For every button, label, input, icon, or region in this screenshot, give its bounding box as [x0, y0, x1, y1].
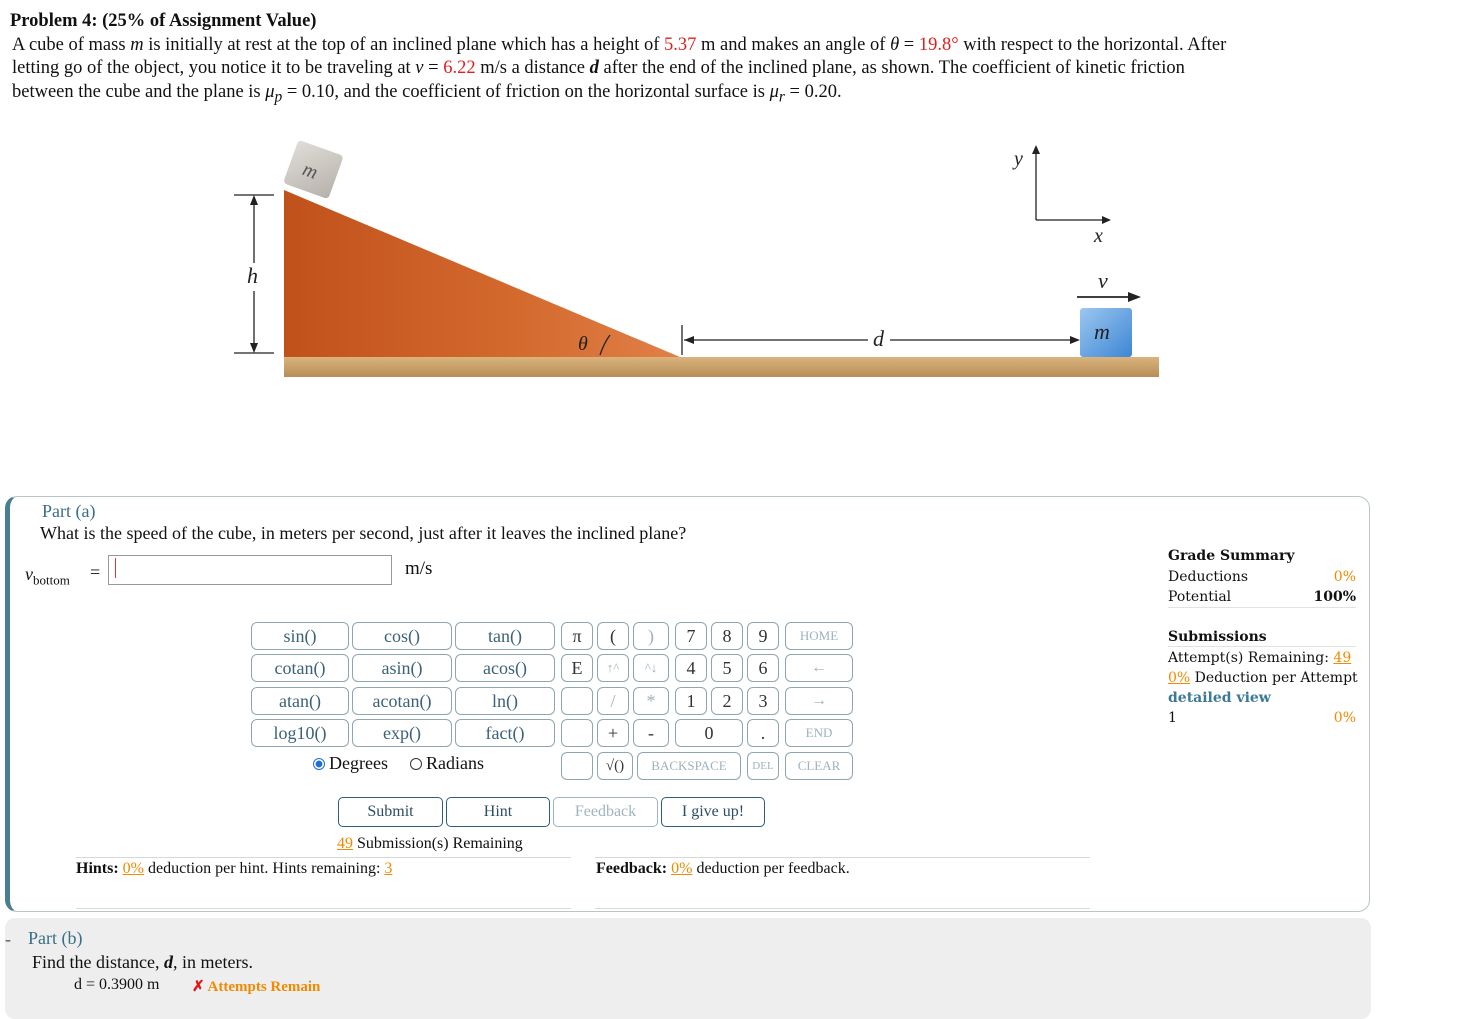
part-a-label: Part (a) — [42, 501, 96, 521]
equals-sign: = — [90, 562, 101, 582]
give-up-button[interactable]: I give up! — [661, 797, 765, 827]
degrees-radio-dot[interactable] — [313, 758, 325, 770]
problem-title: Problem 4: (25% of Assignment Value) — [10, 11, 317, 31]
key-del[interactable]: DEL — [747, 752, 779, 780]
mass-label-right: m — [1094, 319, 1110, 344]
collapse-toggle[interactable]: - — [5, 929, 11, 949]
key-divide[interactable]: / — [597, 687, 629, 715]
key-blank-2[interactable] — [561, 719, 593, 747]
key-4[interactable]: 4 — [675, 654, 707, 682]
deductions-row: Deductions 0% — [1168, 569, 1356, 585]
key-acotan[interactable]: acotan() — [352, 687, 452, 715]
speed-value: 6.22 — [443, 58, 476, 78]
part-b-label[interactable]: Part (b) — [28, 928, 83, 948]
units-label: m/s — [405, 558, 433, 579]
answer-input[interactable] — [108, 555, 392, 585]
potential-row: Potential 100% — [1168, 589, 1356, 605]
key-3[interactable]: 3 — [747, 687, 779, 715]
key-7[interactable]: 7 — [675, 622, 707, 650]
key-0[interactable]: 0 — [675, 719, 743, 747]
deduction-per-attempt: 0% Deduction per Attempt — [1168, 670, 1358, 686]
attempt-row: 1 0% — [1168, 710, 1356, 726]
key-superscript[interactable]: ↑^ — [597, 654, 629, 682]
key-tan[interactable]: tan() — [455, 622, 555, 650]
part-b-answer: d = 0.3900 m — [74, 976, 160, 993]
feedback-button[interactable]: Feedback — [553, 797, 658, 827]
inclined-plane — [284, 190, 680, 357]
velocity-label: v — [1098, 268, 1108, 293]
key-sin[interactable]: sin() — [251, 622, 349, 650]
key-exp[interactable]: exp() — [352, 719, 452, 747]
divider — [76, 857, 571, 858]
key-fact[interactable]: fact() — [455, 719, 555, 747]
key-9[interactable]: 9 — [747, 622, 779, 650]
key-ln[interactable]: ln() — [455, 687, 555, 715]
ground-surface — [284, 357, 1159, 377]
key-cos[interactable]: cos() — [352, 622, 452, 650]
hints-info: Hints: 0% deduction per hint. Hints remaining: 3 — [76, 860, 393, 877]
submissions-remaining: 49 Submission(s) Remaining — [337, 835, 523, 852]
key-e[interactable]: E — [561, 654, 593, 682]
key-plus[interactable]: + — [597, 719, 629, 747]
key-blank-3[interactable] — [561, 752, 593, 780]
key-blank-1[interactable] — [561, 687, 593, 715]
divider — [595, 908, 1090, 909]
key-atan[interactable]: atan() — [251, 687, 349, 715]
divider — [76, 908, 571, 909]
part-a-question: What is the speed of the cube, in meters per second, just after it leaves the inclined plane? — [40, 523, 687, 543]
variable-label: $v_{bottom}$ — [25, 564, 70, 588]
angle-value: 19.8° — [918, 34, 959, 55]
key-subscript[interactable]: ^↓ — [633, 654, 669, 682]
radians-radio[interactable]: Radians — [410, 753, 484, 774]
key-8[interactable]: 8 — [711, 622, 743, 650]
divider — [595, 857, 1090, 858]
key-1[interactable]: 1 — [675, 687, 707, 715]
key-acos[interactable]: acos() — [455, 654, 555, 682]
x-mark-icon: ✗ — [192, 979, 205, 995]
key-decimal[interactable]: . — [747, 719, 779, 747]
key-sqrt[interactable]: √() — [597, 752, 633, 780]
key-end[interactable]: END — [785, 719, 853, 747]
problem-body: A cube of mass m is initially at rest at the top of an inclined plane which has a height of 5.37 m and makes an angle of θ = 19.8° with respect to the horizontal. After letting go of the object, you notice it to be traveling at v = 6.22 m/s a distance d after the end of the inclined plane, as shown. The coefficient of kinetic friction between the cube and the plane is $\mu_p = 0.10$, and the coefficient of friction on the horizontal surface is $\mu_r = 0.20$. — [12, 34, 1227, 106]
key-clear[interactable]: CLEAR — [785, 752, 853, 780]
key-pi[interactable]: π — [561, 622, 593, 650]
key-open-paren[interactable]: ( — [597, 622, 629, 650]
key-log10[interactable]: log10() — [251, 719, 349, 747]
key-backspace[interactable]: BACKSPACE — [637, 752, 741, 780]
key-minus[interactable]: - — [633, 719, 669, 747]
radians-radio-dot[interactable] — [410, 758, 422, 770]
height-label: h — [247, 263, 258, 288]
divider — [1168, 607, 1356, 608]
divider — [1168, 646, 1356, 647]
hint-button[interactable]: Hint — [446, 797, 550, 827]
height-value: 5.37 — [664, 34, 697, 55]
text-caret — [115, 558, 116, 578]
grade-summary-title: Grade Summary — [1168, 548, 1295, 564]
distance-label: d — [873, 326, 884, 351]
key-5[interactable]: 5 — [711, 654, 743, 682]
key-2[interactable]: 2 — [711, 687, 743, 715]
attempts-remaining: Attempt(s) Remaining: 49 — [1168, 650, 1352, 666]
feedback-info: Feedback: 0% deduction per feedback. — [596, 860, 850, 877]
key-cotan[interactable]: cotan() — [251, 654, 349, 682]
angle-label: θ — [578, 333, 588, 355]
key-right-arrow[interactable]: → — [785, 687, 853, 715]
y-axis-label: y — [1014, 148, 1023, 170]
key-multiply[interactable]: * — [633, 687, 669, 715]
submissions-title: Submissions — [1168, 629, 1267, 645]
mass-label-top: m — [299, 158, 321, 184]
attempts-status: ✗ Attempts Remain — [192, 979, 321, 995]
key-asin[interactable]: asin() — [352, 654, 452, 682]
detailed-view-link[interactable]: detailed view — [1168, 690, 1271, 706]
key-left-arrow[interactable]: ← — [785, 654, 853, 682]
part-b-question: Find the distance, d, in meters. — [32, 952, 253, 972]
x-axis-label: x — [1094, 225, 1103, 247]
key-close-paren[interactable]: ) — [633, 622, 669, 650]
incline-diagram — [0, 135, 1200, 395]
key-home[interactable]: HOME — [785, 622, 853, 650]
degrees-radio[interactable]: Degrees — [313, 753, 388, 774]
problem-statement — [10, 10, 1450, 109]
submit-button[interactable]: Submit — [338, 797, 443, 827]
key-6[interactable]: 6 — [747, 654, 779, 682]
